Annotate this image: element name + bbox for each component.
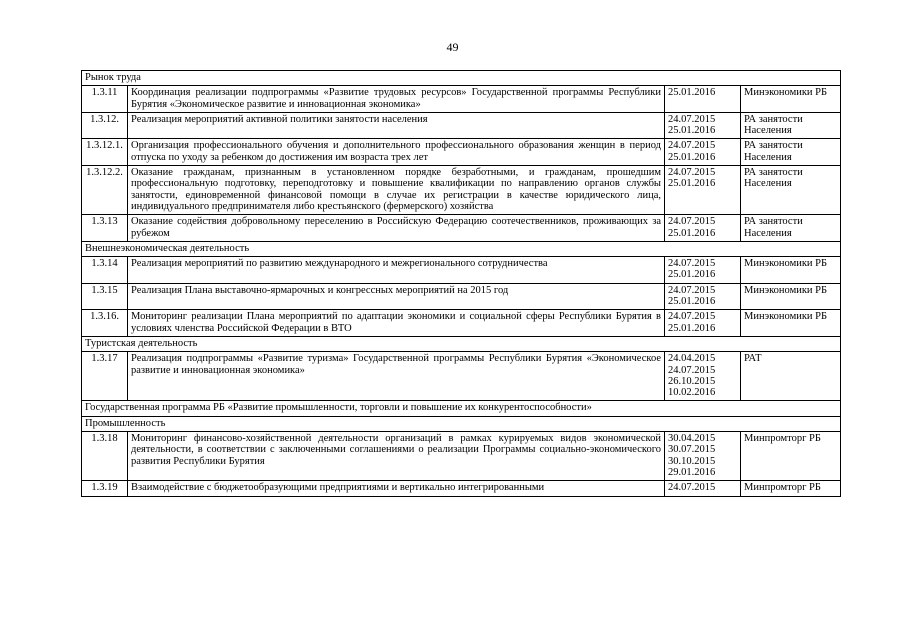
executor-line: РА занятости bbox=[744, 140, 803, 152]
item-executor bbox=[741, 139, 841, 166]
section-heading-row bbox=[82, 71, 841, 86]
item-executor bbox=[741, 215, 841, 242]
executor-line: Минпромторг РБ bbox=[744, 433, 821, 445]
executor-line: РА занятости bbox=[744, 216, 803, 228]
item-executor bbox=[741, 432, 841, 481]
item-number: 1.3.19 bbox=[82, 481, 128, 496]
table-row bbox=[82, 257, 841, 284]
item-number: 1.3.12.2. bbox=[82, 166, 128, 215]
deadline-date: 24.07.2015 bbox=[668, 113, 716, 125]
table-row bbox=[82, 481, 841, 496]
item-number: 1.3.16. bbox=[82, 310, 128, 337]
section-heading-row bbox=[82, 416, 841, 431]
item-executor bbox=[741, 310, 841, 337]
item-description: Организация профессионального обучения и дополнительного профессионального образования женщин в период отпуска по уходу за ребенком до достижения им возраста трех лет bbox=[128, 139, 665, 166]
table-row bbox=[82, 432, 841, 481]
executor-line: Минэкономики РБ bbox=[744, 87, 828, 99]
executor-line: Населения bbox=[744, 125, 792, 137]
deadline-date: 25.01.2016 bbox=[668, 322, 716, 334]
deadline-date: 29.01.2016 bbox=[668, 466, 716, 478]
deadline-date: 24.07.2015 bbox=[668, 140, 716, 152]
activity-plan-body bbox=[82, 71, 841, 497]
deadline-date: 25.01.2016 bbox=[668, 87, 716, 99]
item-executor bbox=[741, 481, 841, 496]
section-heading: Рынок труда bbox=[82, 71, 841, 86]
item-description: Оказание гражданам, признанным в установленном порядке безработными, и гражданам, прошедшим профессиональную подготовку, переподготовку и повышение квалификации по направлению органов службы занятости, единовременной финансовой помощи в случае их регистрации в качестве юридического лица, индивидуального предпринимателя либо крестьянского (фермерского) хозяйства bbox=[128, 166, 665, 215]
table-row bbox=[82, 86, 841, 113]
deadline-date: 24.04.2015 bbox=[668, 353, 716, 365]
item-deadlines bbox=[665, 86, 741, 113]
item-description: Взаимодействие с бюджетообразующими предприятиями и вертикально интегрированными bbox=[128, 481, 665, 496]
item-deadlines bbox=[665, 432, 741, 481]
item-deadlines bbox=[665, 310, 741, 337]
executor-line: Минэкономики РБ bbox=[744, 284, 828, 296]
deadline-date: 30.04.2015 bbox=[668, 433, 716, 445]
executor-line: Населения bbox=[744, 151, 792, 163]
table-row bbox=[82, 112, 841, 139]
item-description: Координация реализации подпрограммы «Развитие трудовых ресурсов» Государственной программы Республики Бурятия «Экономическое развитие и инновационная экономика» bbox=[128, 86, 665, 113]
deadline-date: 25.01.2016 bbox=[668, 151, 716, 163]
deadline-date: 25.01.2016 bbox=[668, 296, 716, 308]
deadline-date: 24.07.2015 bbox=[668, 167, 716, 179]
executor-line: РАТ bbox=[744, 353, 762, 365]
section-heading: Туристская деятельность bbox=[82, 336, 841, 351]
executor-line: РА занятости bbox=[744, 113, 803, 125]
table-row bbox=[82, 310, 841, 337]
table-row bbox=[82, 139, 841, 166]
deadline-date: 25.01.2016 bbox=[668, 227, 716, 239]
item-number: 1.3.17 bbox=[82, 352, 128, 401]
deadline-date: 24.07.2015 bbox=[668, 258, 716, 270]
executor-line: Минэкономики РБ bbox=[744, 258, 828, 270]
item-description: Оказание содействия добровольному переселению в Российскую Федерацию соотечественников, проживающих за рубежом bbox=[128, 215, 665, 242]
item-number: 1.3.14 bbox=[82, 257, 128, 284]
section-heading-row bbox=[82, 241, 841, 256]
deadline-date: 30.07.2015 bbox=[668, 444, 716, 456]
deadline-date: 24.07.2015 bbox=[668, 364, 716, 376]
table-row bbox=[82, 283, 841, 310]
item-deadlines bbox=[665, 481, 741, 496]
deadline-date: 24.07.2015 bbox=[668, 284, 716, 296]
executor-line: РА занятости bbox=[744, 167, 803, 179]
deadline-date: 24.07.2015 bbox=[668, 216, 716, 228]
section-heading-row bbox=[82, 336, 841, 351]
section-heading: Внешнеэкономическая деятельность bbox=[82, 241, 841, 256]
deadline-date: 25.01.2016 bbox=[668, 269, 716, 281]
executor-line: Населения bbox=[744, 227, 792, 239]
deadline-date: 24.07.2015 bbox=[668, 311, 716, 323]
page-number: 49 bbox=[446, 40, 459, 54]
item-number: 1.3.18 bbox=[82, 432, 128, 481]
item-number: 1.3.15 bbox=[82, 283, 128, 310]
deadline-date: 30.10.2015 bbox=[668, 455, 716, 467]
section-heading: Промышленность bbox=[82, 416, 841, 431]
section-heading-row bbox=[82, 401, 841, 416]
item-number: 1.3.11 bbox=[82, 86, 128, 113]
deadline-date: 26.10.2015 bbox=[668, 375, 716, 387]
table-row bbox=[82, 166, 841, 215]
item-number: 1.3.13 bbox=[82, 215, 128, 242]
item-deadlines bbox=[665, 166, 741, 215]
item-number: 1.3.12. bbox=[82, 112, 128, 139]
deadline-date: 24.07.2015 bbox=[668, 482, 716, 494]
activity-plan-table bbox=[81, 70, 841, 497]
item-executor bbox=[741, 166, 841, 215]
deadline-date: 10.02.2016 bbox=[668, 387, 716, 399]
table-row bbox=[82, 215, 841, 242]
deadline-date: 25.01.2016 bbox=[668, 125, 716, 137]
item-description: Реализация подпрограммы «Развитие туризма» Государственной программы Республики Бурятия «Экономическое развитие и инновационная экономика» bbox=[128, 352, 665, 401]
item-deadlines bbox=[665, 283, 741, 310]
item-deadlines bbox=[665, 352, 741, 401]
item-deadlines bbox=[665, 112, 741, 139]
deadline-date: 25.01.2016 bbox=[668, 178, 716, 190]
executor-line: Минэкономики РБ bbox=[744, 311, 828, 323]
item-deadlines bbox=[665, 215, 741, 242]
item-description: Реализация мероприятий по развитию международного и межрегионального сотрудничества bbox=[128, 257, 665, 284]
section-heading: Государственная программа РБ «Развитие промышленности, торговли и повышение их конкурентоспособности» bbox=[82, 401, 841, 416]
item-executor bbox=[741, 112, 841, 139]
executor-line: Населения bbox=[744, 178, 792, 190]
executor-line: Минпромторг РБ bbox=[744, 482, 821, 494]
table-row bbox=[82, 352, 841, 401]
item-executor bbox=[741, 352, 841, 401]
item-description: Реализация мероприятий активной политики занятости населения bbox=[128, 112, 665, 139]
item-description: Мониторинг финансово-хозяйственной деятельности организаций в рамках курируемых видов экономической деятельности, в соответствии с заключенными соглашениями о реализации Программы социально-экономического развития Республики Бурятия bbox=[128, 432, 665, 481]
item-description: Мониторинг реализации Плана мероприятий по адаптации экономики и социальной сферы Республики Бурятия в условиях членства Российской Федерации в ВТО bbox=[128, 310, 665, 337]
item-executor bbox=[741, 257, 841, 284]
item-executor bbox=[741, 86, 841, 113]
item-number: 1.3.12.1. bbox=[82, 139, 128, 166]
item-deadlines bbox=[665, 257, 741, 284]
item-deadlines bbox=[665, 139, 741, 166]
item-executor bbox=[741, 283, 841, 310]
item-description: Реализация Плана выставочно-ярмарочных и конгрессных мероприятий на 2015 год bbox=[128, 283, 665, 310]
